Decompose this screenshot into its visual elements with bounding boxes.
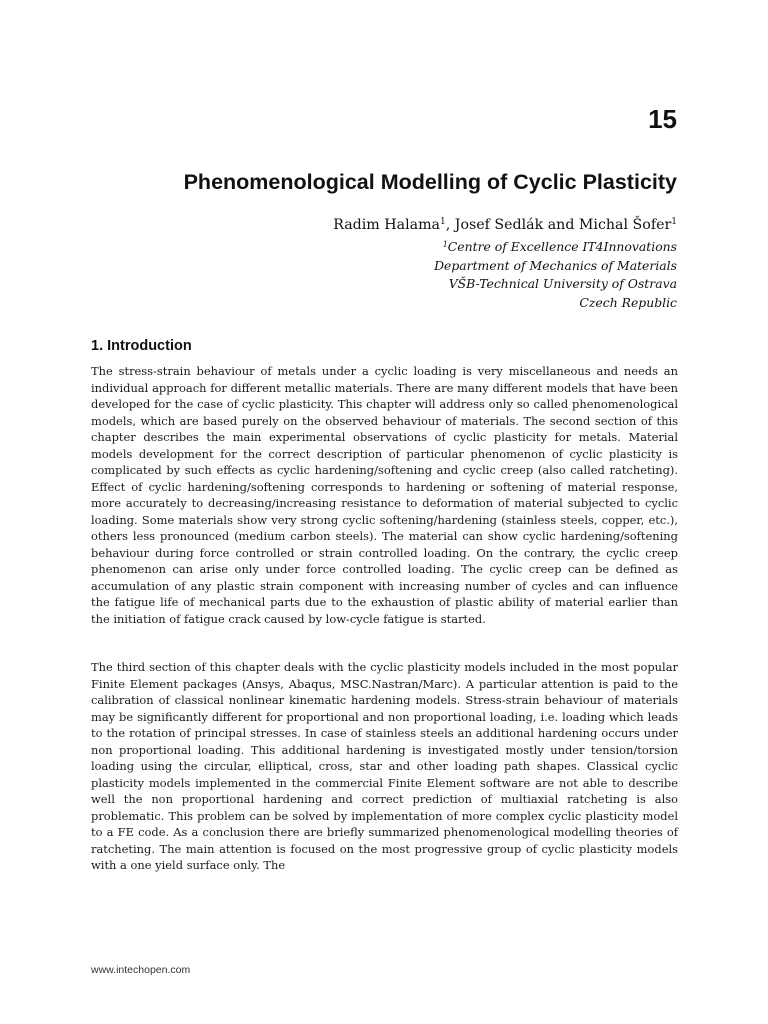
affiliation-superscript: 1 xyxy=(442,240,448,249)
affiliation-line-1 xyxy=(434,236,677,257)
section-heading: 1. Introduction xyxy=(91,338,192,354)
affiliation-line-3: VŠB-Technical University of Ostrava xyxy=(448,276,677,291)
author-superscript-2: 1 xyxy=(671,217,677,227)
body-paragraph-1: The stress-strain behaviour of metals under a cyclic loading is very miscellaneous and needs an individual approach for different metallic materials. There are many different models that have been developed for the case of cyclic plasticity. This chapter will address only so called phenomenological models, which are based purely on the observed behaviour of materials. The second section of this chapter describes the main experimental observations of cyclic plasticity for metals. Material models development for the correct description of particular phenomenon of cyclic plasticity is complicated by such effects as cyclic hardening/softening and cyclic creep (also called ratcheting). Effect of cyclic hardening/softening corresponds to hardening or softening of material response, more accurately to decreasing/increasing resistance to deformation of material subjected to cyclic loading. Some materials show very strong cyclic softening/hardening (stainless steels, copper, etc.), others less pronounced (medium carbon steels). The material can show cyclic hardening/softening behaviour during force controlled or strain controlled loading. On the contrary, the cyclic creep phenomenon can arise only under force controlled loading. The cyclic creep can be defined as accumulation of any plastic strain component with increasing number of cycles and can influence the fatigue life of mechanical parts due to the exhaustion of plastic ability of material earlier than the initiation of fatigue crack caused by low-cycle fatigue is started. xyxy=(91,364,678,626)
affiliation-line-4: Czech Republic xyxy=(579,294,677,310)
affiliation-line-2: Department of Mechanics of Materials xyxy=(434,257,677,273)
author-name-1: Radim Halama xyxy=(333,217,440,233)
chapter-number: 15 xyxy=(648,104,677,134)
author-superscript-1: 1 xyxy=(440,217,446,227)
footer-url: www.intechopen.com xyxy=(91,964,191,976)
author-line xyxy=(333,217,677,233)
chapter-title: Phenomenological Modelling of Cyclic Plasticity xyxy=(183,170,677,194)
body-paragraph-2: The third section of this chapter deals with the cyclic plasticity models included in the most popular Finite Element packages (Ansys, Abaqus, MSC.Nastran/Marc). A particular attention is paid to the calibration of classical nonlinear kinematic hardening models. Stress-strain behaviour of materials may be significantly different for proportional and non proportional loading, i.e. loading which leads to the rotation of principal stresses. In case of stainless steels an additional hardening occurs under non proportional loading. This additional hardening is investigated mostly under tension/torsion loading using the circular, elliptical, cross, star and other loading path shapes. Classical cyclic plasticity models implemented in the commercial Finite Element software are not able to describe well the non proportional hardening and correct prediction of multiaxial ratcheting is also problematic. This problem can be solved by implementation of more complex cyclic plasticity model to a FE code. As a conclusion there are briefly summarized phenomenological modelling theories of ratcheting. The main attention is focused on the most progressive group of cyclic plasticity models with a one yield surface only. The xyxy=(91,660,678,872)
affiliation-block xyxy=(434,236,677,312)
author-names-rest: , Josef Sedlák and Michal Šofer xyxy=(445,217,672,233)
affiliation-centre: Centre of Excellence IT4Innovations xyxy=(447,239,677,254)
